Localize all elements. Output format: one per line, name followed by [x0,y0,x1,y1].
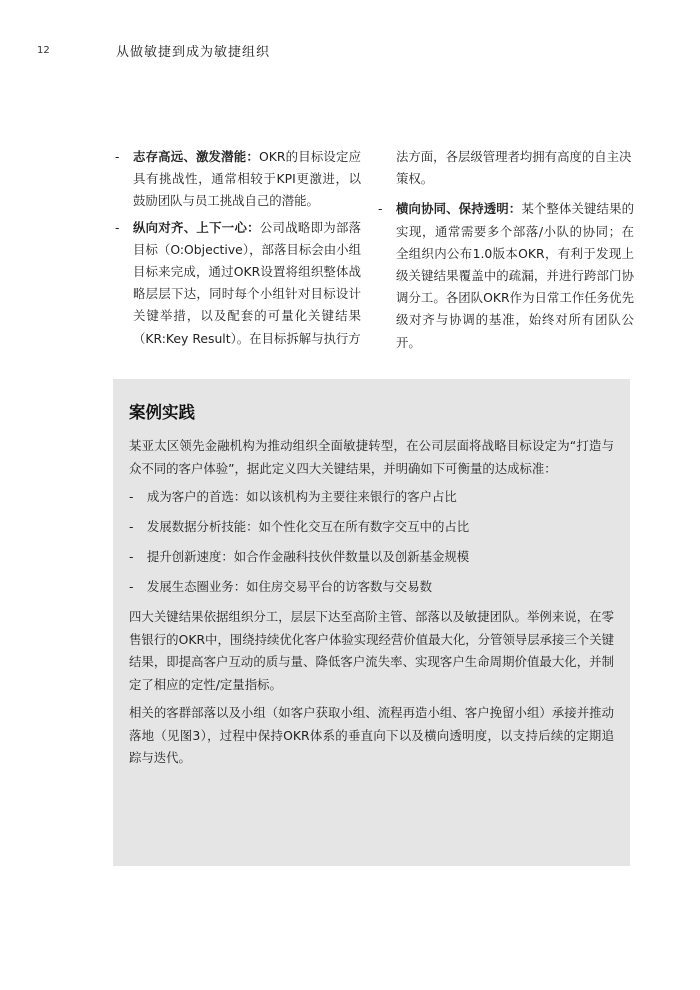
bullet-text: OKR的目标设定应具有挑战性，通常相较于KPI更激进，以鼓励团队与员工挑战自己的潜能。 [133,149,361,209]
right-column [378,146,634,358]
left-column [115,146,361,354]
list-item-text: 成为客户的首选：如以该机构为主要往来银行的客户占比 [147,489,457,504]
bullet-lead: 志存高远、激发潜能： [133,149,259,164]
case-list [129,486,614,598]
page-number: 12 [37,45,50,56]
bullet-lead: 横向协同、保持透明： [396,201,522,217]
bullet-dash: - [129,519,134,534]
case-intro: 某亚太区领先金融机构为推动组织全面敏捷转型，在公司层面将战略目标设定为“打造与众不同的客户体验”，据此定义四大关键结果，并明确如下可衡量的达成标准： [129,438,614,476]
case-paragraph: 相关的客群部落以及小组（如客户获取小组、流程再造小组、客户挽留小组）承接并推动落地（见图3），过程中保持OKR体系的垂直向下以及横向透明度，以支持后续的定期追踪与迭代。 [129,705,614,765]
bullet-dash: - [378,201,383,217]
list-item-text: 提升创新速度：如合作金融科技伙伴数量以及创新基金规模 [147,549,470,564]
bullet-lead: 纵向对齐、上下一心： [133,219,260,235]
bullet-item [378,198,634,353]
case-study-title: 案例实践 [129,403,195,422]
bullet-dash: - [115,219,120,235]
list-item [129,546,614,568]
bullet-dash: - [129,549,134,564]
list-item [129,516,614,538]
list-item [129,486,614,508]
running-header: 从做敏捷到成为敏捷组织 [116,45,271,60]
continuation-text: 法方面，各层级管理者均拥有高度的自主决策权。 [396,149,632,187]
bullet-dash: - [129,579,134,594]
case-study-box [113,379,630,866]
case-paragraph: 四大关键结果依据组织分工，层层下达至高阶主管、部落以及敏捷团队。举例来说，在零售银行的OKR中，围绕持续优化客户体验实现经营价值最大化，分管领导层承接三个关键结果，即提高客户互动的质与量、降低客户流失率、实现客户生命周期价值最大化，并制定了相应的定性/定量指标。 [129,609,614,692]
bullet-dash: - [115,149,120,164]
bullet-item [115,217,361,350]
bullet-item [115,146,361,213]
bullet-text: 公司战略即为部落目标（O:Objective），部落目标会由小组目标来完成，通过OKR设置将组织整体战略层层下达，同时每个小组针对目标设计关键举措，以及配套的可量化关键结果（KR:Key Result）。在目标拆解与执行方 [133,219,362,346]
bullet-dash: - [129,489,134,504]
list-item-text: 发展生态圈业务：如住房交易平台的访客数与交易数 [147,579,432,594]
list-item [129,576,614,598]
bullet-text: 某个整体关键结果的实现，通常需要多个部落/小队的协同；在全组织内公布1.0版本OKR，有利于发现上级关键结果覆盖中的疏漏，并进行跨部门协调分工。各团队OKR作为日常工作任务优先级对齐与协调的基准，始终对所有团队公开。 [396,201,635,350]
list-item-text: 发展数据分析技能：如个性化交互在所有数字交互中的占比 [147,519,470,534]
